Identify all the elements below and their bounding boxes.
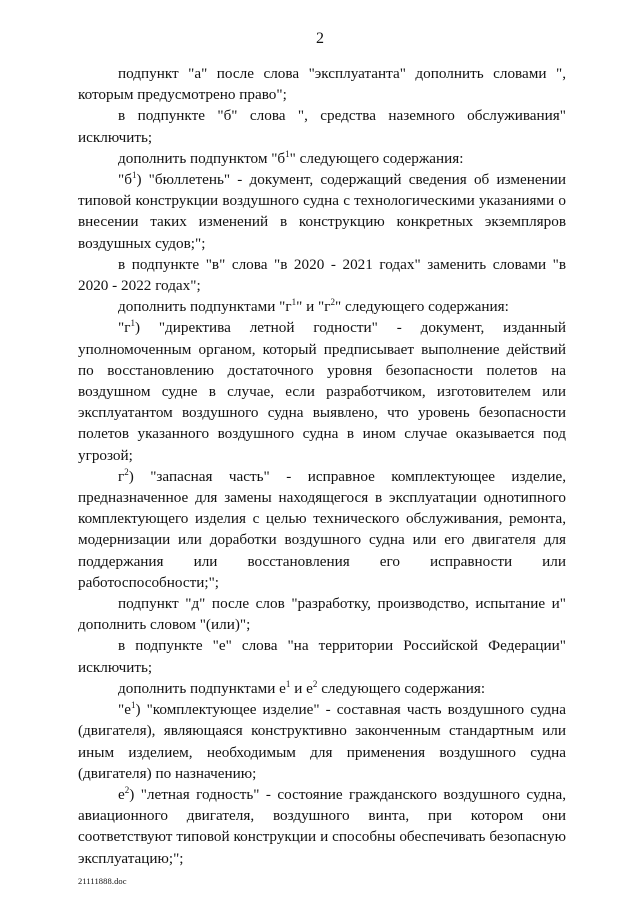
paragraph-10: в подпункте "е" слова "на территории Российской Федерации" исключить; <box>78 637 566 676</box>
paragraph-5: в подпункте "в" слова "в 2020 - 2021 годах" заменить словами "в 2020 - 2022 годах"; <box>78 255 566 295</box>
paragraph-12: "$е^1$) "комплектующее изделие" - составная часть воздушного судна (двигателя), являющаяся конструктивно законченным стандартным или иным изделием, необходимым для применения воздушного судна (двигателя) по назначению; <box>78 700 566 782</box>
paragraph-9: подпункт "д" после слов "разработку, производство, испытание и" дополнить словом "(или)"; <box>78 595 566 634</box>
paragraph-1: подпункт "а" после слова "эксплуатанта" дополнить словами ", которым предусмотрено право"; <box>78 65 566 104</box>
paragraph-2: в подпункте "б" слова ", средства наземного обслуживания" исключить; <box>78 107 566 146</box>
paragraph-6: дополнить подпунктами "$г^1$" и "$г^2$" следующего содержания: <box>118 297 509 316</box>
paragraph-11: дополнить подпунктами $е^1$ и $е^2$ следующего содержания: <box>118 678 486 697</box>
paragraph-7: "$г^1$) "директива летной годности" - документ, изданный уполномоченным органом, который предписывает выполнение действий по восстановлению достаточного уровня безопасности полетов на воздушном судне в случае, если разработчиком, изготовителем или эксплуатантом воздушного судна выявлено, что уровень безопасности полетов указанного воздушного судна в ином случае оказывается под угрозой; <box>78 318 566 464</box>
paragraph-3: дополнить подпунктом "$б^1$" следующего содержания: <box>118 148 464 167</box>
paragraph-4: "$б^1$) "бюллетень" - документ, содержащий сведения об изменении типовой конструкции воздушного судна с технологическими указаниями о внесении таких изменений в конструкцию конкретных экземпляров воздушных судов;"; <box>78 170 566 252</box>
document-body <box>78 63 566 869</box>
page-number: 2 <box>316 30 324 47</box>
paragraph-8: $г^2$) "запасная часть" - исправное комплектующее изделие, предназначенное для замены находящегося в эксплуатации однотипного комплектующего изделия с целью технического обслуживания, ремонта, модернизации или доработки воздушного судна или его двигателя для поддержания или восстановления его исправности или работоспособности;"; <box>78 466 566 591</box>
paragraph-13: $е^2$) "летная годность" - состояние гражданского воздушного судна, авиационного двигателя, воздушного винта, при котором они соответствуют типовой конструкции и способны обеспечивать безопасную эксплуатацию;"; <box>78 784 566 867</box>
document-file-code: 21111888.doc <box>78 876 127 886</box>
